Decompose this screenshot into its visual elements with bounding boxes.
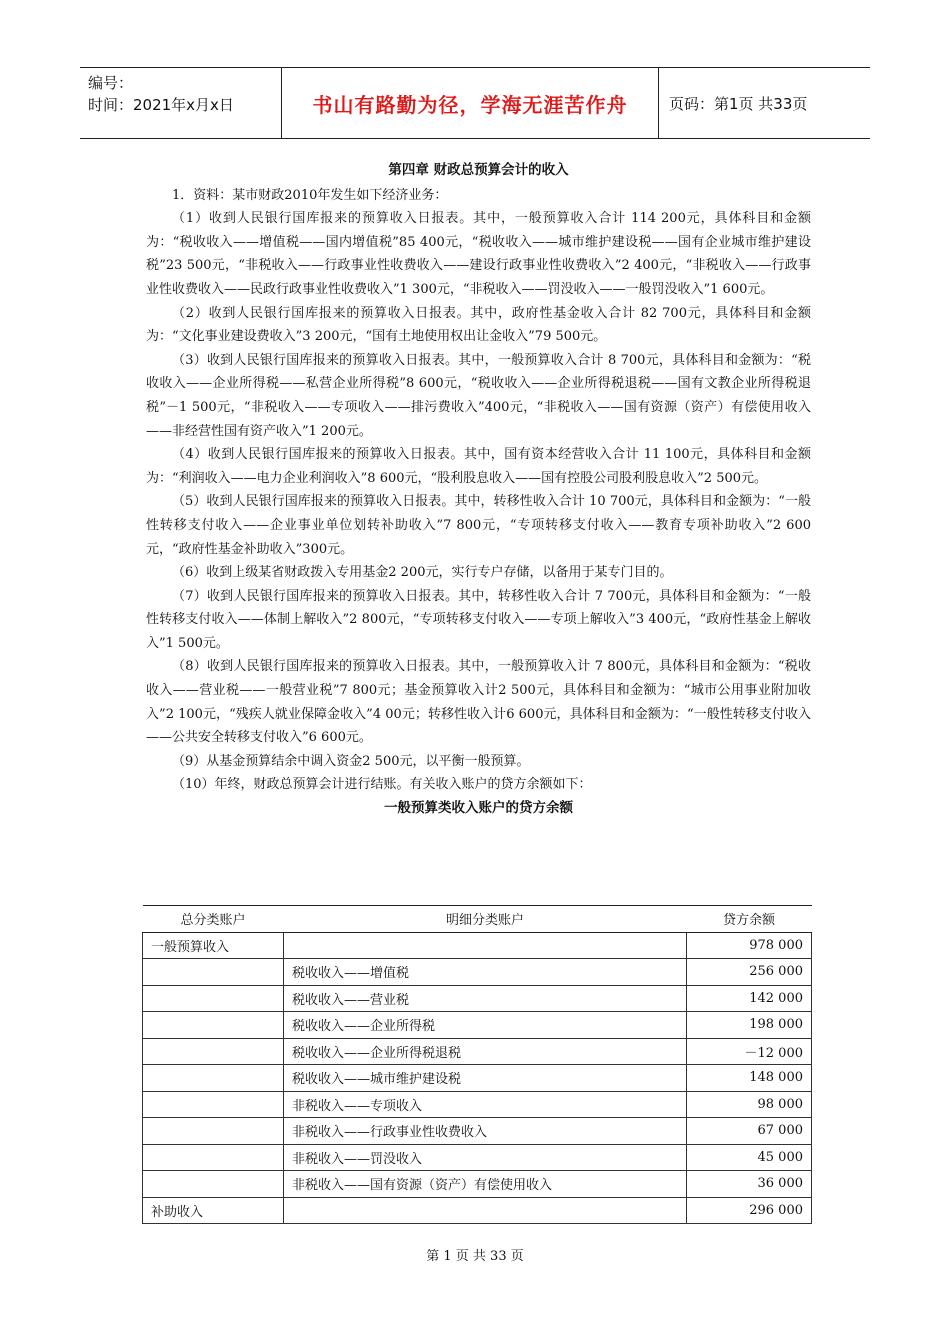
table-cell: 税收收入——企业所得税 <box>284 1012 687 1039</box>
table-cell <box>284 1197 687 1224</box>
page-header <box>80 67 870 139</box>
table-row <box>143 959 812 986</box>
table-cell: 非税收入——罚没收入 <box>284 1144 687 1171</box>
column-header: 总分类账户 <box>143 906 284 933</box>
paragraph: 1．资料：某市财政2010年发生如下经济业务： <box>172 187 448 203</box>
table-row <box>143 1065 812 1092</box>
paragraph: （6）收到上级某省财政拨入专用基金2 200元，实行专户存储，以备用于某专门目的。 <box>172 565 673 581</box>
table-cell <box>143 1012 284 1039</box>
table-cell <box>143 1065 284 1092</box>
paragraph: （10）年终，财政总预算会计进行结账。有关收入账户的贷方余额如下： <box>172 777 592 793</box>
table-cell: 98 000 <box>687 1091 812 1118</box>
paragraph: （5）收到人民银行国库报来的预算收入日报表。其中，转移性收入合计 10 700元，具体科目和金额为：“一般性转移支付收入——企业事业单位划转补助收入”7 800元，“专项转移支付收入——教育专项补助收入”2 600元，“政府性基金补助收入”300元。 <box>146 494 811 557</box>
table-cell: 补助收入 <box>143 1197 284 1224</box>
table-cell: 非税收入——行政事业性收费收入 <box>284 1118 687 1145</box>
paragraph: （7）收到人民银行国库报来的预算收入日报表。其中，转移性收入合计 7 700元，具体科目和金额为：“一般性转移支付收入——体制上解收入”2 800元，“专项转移支付收入——专项上解收入”3 400元，“政府性基金上解收入”1 500元。 <box>146 588 811 651</box>
table-header-row <box>143 906 812 933</box>
header-page-info: 页码：第1页 共33页 <box>669 94 808 113</box>
table-cell: －12 000 <box>687 1038 812 1065</box>
column-header: 明细分类账户 <box>284 906 687 933</box>
table-row <box>143 985 812 1012</box>
table-cell: 256 000 <box>687 959 812 986</box>
table-row <box>143 1197 812 1224</box>
table-row <box>143 1118 812 1145</box>
paragraph: （4）收到人民银行国库报来的预算收入日报表。其中，国有资本经营收入合计 11 100元，具体科目和金额为：“利润收入——电力企业利润收入”8 600元，“股利股息收入——国有控股公司股利股息收入”2 500元。 <box>146 447 811 486</box>
document-body <box>146 159 811 821</box>
page-footer: 第 1 页 共 33 页 <box>426 1249 524 1264</box>
table-cell: 非税收入——国有资源（资产）有偿使用收入 <box>284 1171 687 1198</box>
table-cell: 296 000 <box>687 1197 812 1224</box>
table-cell: 非税收入——专项收入 <box>284 1091 687 1118</box>
table-cell: 148 000 <box>687 1065 812 1092</box>
table-cell <box>143 1038 284 1065</box>
table-cell <box>143 1118 284 1145</box>
table-row <box>143 932 812 959</box>
table-row <box>143 1038 812 1065</box>
table-cell: 税收收入——增值税 <box>284 959 687 986</box>
table-cell <box>143 1091 284 1118</box>
table-cell: 142 000 <box>687 985 812 1012</box>
paragraph: （3）收到人民银行国库报来的预算收入日报表。其中，一般预算收入合计 8 700元，具体科目和金额为：“税收收入——企业所得税——私营企业所得税”8 600元，“税收收入——企业所得税退税——国有文教企业所得税退税”－1 500元，“非税收入——专项收入——排污费收入”400元，“非税收入——国有资源（资产）有偿使用收入——非经营性国有资产收入”1 200元。 <box>146 352 811 439</box>
table-cell <box>284 932 687 959</box>
serial-number-label: 编号： <box>88 74 134 92</box>
table-cell <box>143 959 284 986</box>
column-header: 贷方余额 <box>687 906 812 933</box>
table-cell: 45 000 <box>687 1144 812 1171</box>
table-row <box>143 1091 812 1118</box>
paragraph: （2）收到人民银行国库报来的预算收入日报表。其中，政府性基金收入合计 82 700元，具体科目和金额为：“文化事业建设费收入”3 200元，“国有土地使用权出让金收入”79 500元。 <box>146 305 811 345</box>
table-cell: 978 000 <box>687 932 812 959</box>
header-motto: 书山有路勤为径，学海无涯苦作舟 <box>282 68 659 138</box>
table-cell: 税收收入——营业税 <box>284 985 687 1012</box>
table-cell: 一般预算收入 <box>143 932 284 959</box>
table-title: 一般预算类收入账户的贷方余额 <box>384 800 573 817</box>
table-cell: 税收收入——城市维护建设税 <box>284 1065 687 1092</box>
table-cell: 税收收入——企业所得税退税 <box>284 1038 687 1065</box>
ledger-table <box>142 905 812 1224</box>
paragraph: （9）从基金预算结余中调入资金2 500元，以平衡一般预算。 <box>172 753 530 769</box>
table-row <box>143 1012 812 1039</box>
table-row <box>143 1171 812 1198</box>
table-cell <box>143 985 284 1012</box>
paragraph: （8）收到人民银行国库报来的预算收入日报表。其中，一般预算收入计 7 800元，具体科目和金额为：“税收收入——营业税——一般营业税”7 800元；基金预算收入计2 500元，具体科目和金额为：“城市公用事业附加收入”2 100元，“残疾人就业保障金收入”4 00元；转移性收入计6 600元，具体科目和金额为：“一般性转移支付收入——公共安全转移支付收入”6 600元。 <box>146 659 811 746</box>
table-cell: 67 000 <box>687 1118 812 1145</box>
table-cell <box>143 1144 284 1171</box>
date-label: 时间：2021年x月x日 <box>88 96 234 114</box>
paragraph: （1）收到人民银行国库报来的预算收入日报表。其中，一般预算收入合计 114 200元，具体科目和金额为：“税收收入——增值税——国内增值税”85 400元，“税收收入——城市维护建设税——国有企业城市维护建设税”23 500元，“非税收入——行政事业性收费收入——建设行政事业性收费收入”2 400元，“非税收入——行政事业性收费收入——民政行政事业性收费收入”1 300元，“非税收入——罚没收入——一般罚没收入”1 600元。 <box>146 211 811 297</box>
table-cell: 36 000 <box>687 1171 812 1198</box>
table-cell: 198 000 <box>687 1012 812 1039</box>
table-row <box>143 1144 812 1171</box>
header-meta <box>80 68 282 138</box>
table-cell <box>143 1171 284 1198</box>
chapter-title: 第四章 财政总预算会计的收入 <box>388 162 569 178</box>
